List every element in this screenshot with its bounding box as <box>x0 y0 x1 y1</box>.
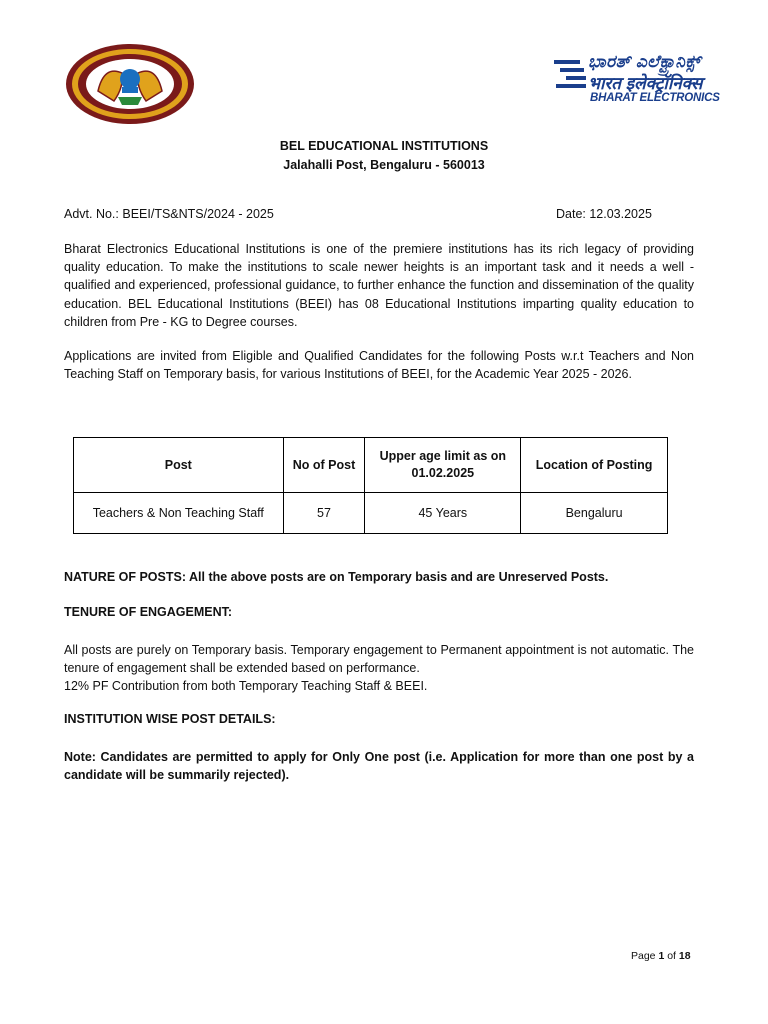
institution-address: Jalahalli Post, Bengaluru - 560013 <box>283 158 485 172</box>
advertisement-date: Date: 12.03.2025 <box>556 207 652 221</box>
beei-emblem-icon <box>64 43 196 125</box>
header-location: Location of Posting <box>521 438 668 493</box>
cell-post: Teachers & Non Teaching Staff <box>74 493 284 534</box>
bel-english-name: BHARAT ELECTRONICS <box>590 92 720 104</box>
page-current: 1 <box>658 950 665 962</box>
page-label: Page <box>631 950 656 962</box>
header-no-of-post: No of Post <box>283 438 365 493</box>
page-of: of <box>667 950 676 962</box>
table-row <box>74 493 668 534</box>
institution-name: BEL EDUCATIONAL INSTITUTIONS <box>279 139 489 153</box>
cell-age-limit: 45 Years <box>365 493 521 534</box>
intro-paragraph: Bharat Electronics Educational Institutions is one of the premiere institutions has its rich legacy of providing quality education. To make the institutions to scale newer heights is an important task and it needs a well - qualified and experienced, professional guidance, to further enhance the function and dissemination of the quality education. BEL Educational Institutions (BEEI) has 08 Educational Institutions imparting quality education to children from Pre - KG to Degree courses. <box>64 242 694 329</box>
tenure-heading: TENURE OF ENGAGEMENT: <box>64 605 233 619</box>
cell-no-of-post: 57 <box>283 493 365 534</box>
table-header-row <box>74 438 668 493</box>
header-age-limit: Upper age limit as on 01.02.2025 <box>365 438 521 493</box>
advertisement-number: Advt. No.: BEEI/TS&NTS/2024 - 2025 <box>64 207 274 221</box>
institution-wise-heading: INSTITUTION WISE POST DETAILS: <box>64 712 276 726</box>
nature-of-posts: NATURE OF POSTS: All the above posts are on Temporary basis and are Unreserved Posts. <box>64 570 609 584</box>
tenure-paragraph <box>64 641 694 696</box>
header-post: Post <box>74 438 284 493</box>
tenure-text-2: 12% PF Contribution from both Temporary Teaching Staff & BEEI. <box>64 679 428 694</box>
tenure-text-1: All posts are purely on Temporary basis. Temporary engagement to Permanent appointment is not automatic. The tenure of engagement shall be extended based on performance. <box>64 643 694 676</box>
bel-logo-icon <box>552 52 718 110</box>
bel-mark-icon <box>552 54 592 94</box>
cell-location: Bengaluru <box>521 493 668 534</box>
page-number <box>631 950 691 962</box>
applications-paragraph: Applications are invited from Eligible and Qualified Candidates for the following Posts w.r.t Teachers and Non Teaching Staff on Temporary basis, for various Institutions of BEEI, for the Academic Year 2025 - 2026. <box>64 349 694 382</box>
note-paragraph: Note: Candidates are permitted to apply for Only One post (i.e. Application for more than one post by a candidate will be summarily rejected). <box>64 750 694 783</box>
page-total: 18 <box>678 950 691 962</box>
bel-script-kannada: ಭಾರತ್ ಎಲೆಕ್ಟ್ರಾನಿಕ್ಸ್ <box>588 52 701 71</box>
posts-table <box>73 437 668 534</box>
bel-script-hindi: भारत इलेक्ट्रॉनिक्स <box>588 74 703 93</box>
